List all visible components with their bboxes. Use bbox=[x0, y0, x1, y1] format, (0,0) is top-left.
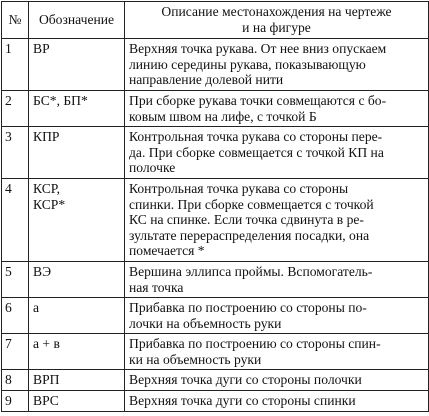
table-header bbox=[2, 2, 429, 39]
row-number: 3 bbox=[2, 127, 29, 179]
table-row bbox=[2, 334, 429, 370]
row-description: При сборке рукава точки совмещаются с бо- ковым швом на лифе, с точкой Б bbox=[125, 90, 429, 126]
row-designation: а + в bbox=[29, 334, 125, 370]
row-description: Верхняя точка дуги со стороны спинки bbox=[125, 391, 429, 412]
table-row bbox=[2, 178, 429, 261]
row-designation: КСР, КСР* bbox=[29, 178, 125, 261]
table-row bbox=[2, 391, 429, 412]
table-row bbox=[2, 127, 429, 179]
row-designation: КПР bbox=[29, 127, 125, 179]
table-body bbox=[2, 39, 429, 411]
row-number: 8 bbox=[2, 370, 29, 391]
row-description: Верхняя точка дуги со стороны полочки bbox=[125, 370, 429, 391]
designation-table bbox=[1, 1, 429, 412]
row-number: 2 bbox=[2, 90, 29, 126]
row-number: 5 bbox=[2, 261, 29, 297]
row-designation: ВРП bbox=[29, 370, 125, 391]
row-description: Контрольная точка рукава со стороны пере- да. При сборке совмещается с точкой КП на полочке bbox=[125, 127, 429, 179]
header-code: Обозначение bbox=[29, 2, 125, 39]
row-description: Прибавка по построению со стороны по- лочки на объемность руки bbox=[125, 298, 429, 334]
table-row bbox=[2, 298, 429, 334]
header-num: № bbox=[2, 2, 29, 39]
row-number: 1 bbox=[2, 39, 29, 91]
header-description: Описание местонахождения на чертеже и на фигуре bbox=[125, 2, 429, 39]
row-designation: ВР bbox=[29, 39, 125, 91]
row-designation: ВРС bbox=[29, 391, 125, 412]
header-row bbox=[2, 2, 429, 39]
table-row bbox=[2, 90, 429, 126]
row-number: 6 bbox=[2, 298, 29, 334]
row-designation: БС*, БП* bbox=[29, 90, 125, 126]
row-number: 9 bbox=[2, 391, 29, 412]
row-designation: а bbox=[29, 298, 125, 334]
table-row bbox=[2, 39, 429, 91]
table-row bbox=[2, 370, 429, 391]
row-description: Прибавка по построению со стороны спин- ки на объемность руки bbox=[125, 334, 429, 370]
row-number: 4 bbox=[2, 178, 29, 261]
row-number: 7 bbox=[2, 334, 29, 370]
row-description: Вершина эллипса проймы. Вспомогатель- ная точка bbox=[125, 261, 429, 297]
table-row bbox=[2, 261, 429, 297]
row-description: Контрольная точка рукава со стороны спинки. При сборке совмещается с точкой КС на спинке. Если точка сдвинута в ре- зультате перераспределения посадки, она помечается * bbox=[125, 178, 429, 261]
row-description: Верхняя точка рукава. От нее вниз опускаем линию середины рукава, показывающую направление долевой нити bbox=[125, 39, 429, 91]
row-designation: ВЭ bbox=[29, 261, 125, 297]
